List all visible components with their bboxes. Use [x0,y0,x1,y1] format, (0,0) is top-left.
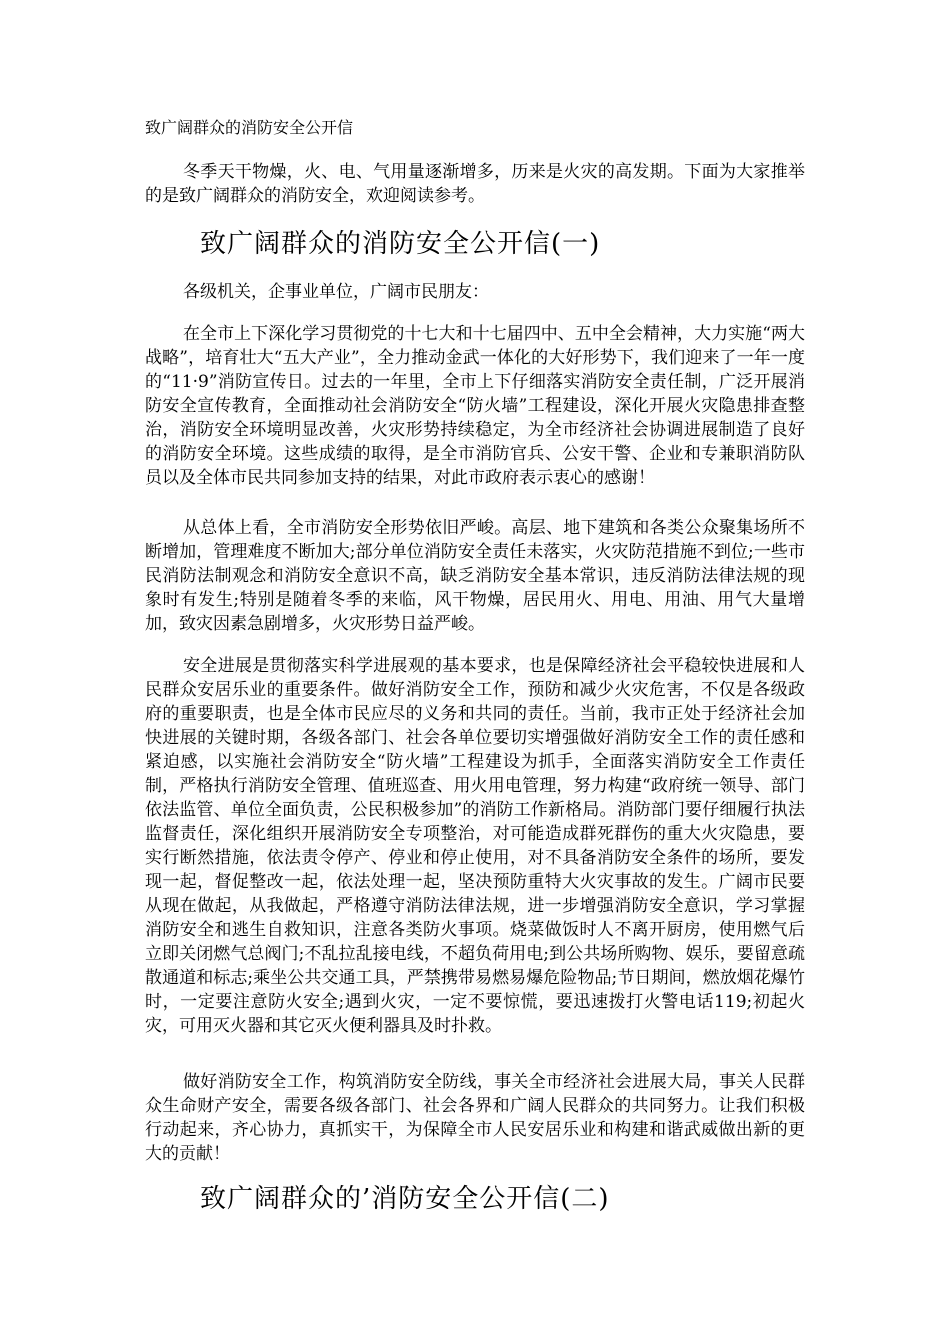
document-title: 致广阔群众的消防安全公开信 [145,118,354,137]
letter-1-paragraph-4: 做好消防安全工作，构筑消防安全防线，事关全市经济社会进展大局，事关人民群众生命财产安全，需要各级各部门、社会各界和广阔人民群众的共同努力。让我们积极行动起来，齐心协力，真抓实干，为保障全市人民安居乐业和构建和谐武威做出新的更大的贡献！ [145,1072,805,1164]
intro-paragraph: 冬季天干物燥，火、电、气用量逐渐增多，历来是火灾的高发期。下面为大家推举的是致广阔群众的消防安全，欢迎阅读参考。 [145,162,805,206]
letter-1-heading: 致广阔群众的消防安全公开信(一) [200,229,601,259]
letter-2-heading: 致广阔群众的’消防安全公开信(二) [200,1184,610,1214]
salutation: 各级机关，企事业单位，广阔市民朋友： [183,282,489,302]
letter-1-paragraph-3: 安全进展是贯彻落实科学进展观的基本要求，也是保障经济社会平稳较快进展和人民群众安居乐业的重要条件。做好消防安全工作，预防和减少火灾危害，不仅是各级政府的重要职责，也是全体市民应尽的义务和共同的责任。当前，我市正处于经济社会加快进展的关键时期，各级各部门、社会各单位要切实增强做好消防安全工作的责任感和紧迫感，以实施社会消防安全“防火墙”工程建设为抓手，全面落实消防安全工作责任制，严格执行消防安全管理、值班巡查、用火用电管理，努力构建“政府统一领导、部门依法监管、单位全面负责，公民积极参加”的消防工作新格局。消防部门要仔细履行执法监督责任，深化组织开展消防安全专项整治，对可能造成群死群伤的重大火灾隐患，要实行断然措施，依法责令停产、停业和停止使用，对不具备消防安全条件的场所，要发现一起，督促整改一起，依法处理一起，坚决预防重特大火灾事故的发生。广阔市民要从现在做起，从我做起，严格遵守消防法律法规，进一步增强消防安全意识，学习掌握消防安全和逃生自救知识，注意各类防火事项。烧菜做饭时人不离开厨房，使用燃气后立即关闭燃气总阀门;不乱拉乱接电线，不超负荷用电;到公共场所购物、娱乐，要留意疏散通道和标志;乘坐公共交通工具，严禁携带易燃易爆危险物品;节日期间，燃放烟花爆竹时，一定要注意防火安全;遇到火灾，一定不要惊慌，要迅速拨打火警电话119;初起火灾，可用灭火器和其它灭火便利器具及时扑救。 [145,656,805,1036]
letter-1-paragraph-1: 在全市上下深化学习贯彻党的十七大和十七届四中、五中全会精神，大力实施“两大战略”，培育壮大“五大产业”，全力推动金武一体化的大好形势下，我们迎来了一年一度的“11·9”消防宣传日。过去的一年里，全市上下仔细落实消防安全责任制，广泛开展消防安全宣传教育，全面推动社会消防安全“防火墙”工程建设，深化开展火灾隐患排查整治，消防安全环境明显改善，火灾形势持续稳定，为全市经济社会协调进展制造了良好的消防安全环境。这些成绩的取得，是全市消防官兵、公安干警、企业和专兼职消防队员以及全体市民共同参加支持的结果，对此市政府表示衷心的感谢！ [145,324,805,488]
letter-1-paragraph-2: 从总体上看，全市消防安全形势依旧严峻。高层、地下建筑和各类公众聚集场所不断增加，管理难度不断加大;部分单位消防安全责任未落实，火灾防范措施不到位;一些市民消防法制观念和消防安全意识不高，缺乏消防安全基本常识，违反消防法律法规的现象时有发生;特别是随着冬季的来临，风干物燥，居民用火、用电、用油、用气大量增加，致灾因素急剧增多，火灾形势日益严峻。 [145,518,805,634]
